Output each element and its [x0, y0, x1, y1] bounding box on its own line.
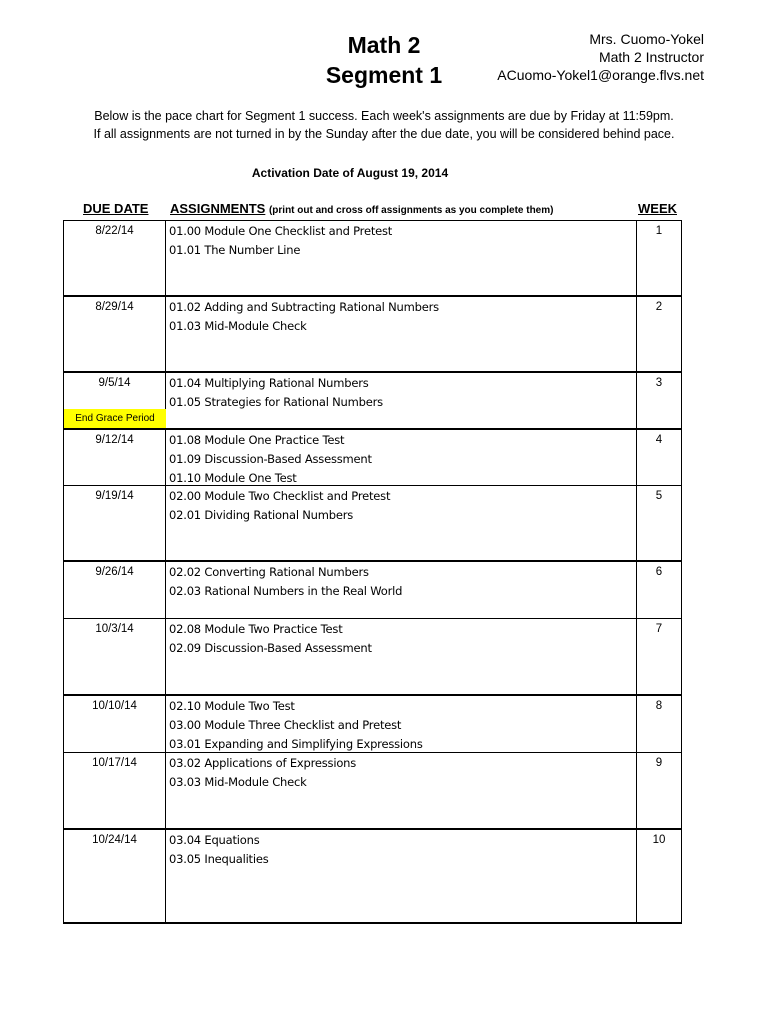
- assignments-cell: [167, 619, 635, 658]
- table-row: [64, 828, 681, 922]
- due-date-cell: 9/19/14: [64, 486, 166, 560]
- assignment-item: 02.09 Discussion-Based Assessment: [169, 641, 372, 655]
- activation-date: Activation Date of August 19, 2014: [251, 166, 449, 180]
- due-date-cell: [64, 373, 166, 428]
- assignment-item: 01.01 The Number Line: [169, 243, 301, 257]
- table-row: [64, 560, 681, 618]
- assignment-item: 03.00 Module Three Checklist and Pretest: [169, 718, 402, 732]
- week-cell: 5: [636, 486, 681, 560]
- assignments-cell: [167, 753, 635, 792]
- table-row: [64, 221, 681, 295]
- assignments-cell: [167, 486, 635, 525]
- due-date-cell: 9/12/14: [64, 430, 166, 485]
- assignment-item: 01.05 Strategies for Rational Numbers: [169, 395, 383, 409]
- assignments-cell: [167, 562, 635, 601]
- assignment-item: 01.02 Adding and Subtracting Rational Numbers: [169, 300, 439, 314]
- table-row: [64, 428, 681, 485]
- assignment-item: 02.00 Module Two Checklist and Pretest: [169, 489, 391, 503]
- week-cell: 8: [636, 696, 681, 752]
- assignment-item: 03.03 Mid-Module Check: [169, 775, 307, 789]
- due-date-cell: 8/29/14: [64, 297, 166, 371]
- assignment-item: 02.03 Rational Numbers in the Real World: [169, 584, 403, 598]
- due-date-cell: 9/26/14: [64, 562, 166, 618]
- instructor-email[interactable]: ACuomo-Yokel1@orange.flvs.net: [497, 67, 704, 83]
- assignment-item: 01.09 Discussion-Based Assessment: [169, 452, 372, 466]
- table-row: [64, 618, 681, 694]
- due-date-header: DUE DATE: [83, 201, 149, 216]
- assignment-item: 03.01 Expanding and Simplifying Expressions: [169, 737, 423, 751]
- assignment-item: 01.00 Module One Checklist and Pretest: [169, 224, 393, 238]
- assignment-item: 01.10 Module One Test: [169, 471, 297, 485]
- due-date-cell: 8/22/14: [64, 221, 166, 295]
- assignments-cell: [167, 430, 635, 488]
- table-row: [64, 295, 681, 371]
- week-cell: 2: [636, 297, 681, 371]
- instructor-role: Math 2 Instructor: [598, 49, 704, 65]
- assignment-item: 01.03 Mid-Module Check: [169, 319, 307, 333]
- segment-title: Segment 1: [325, 62, 443, 88]
- table-row: [64, 485, 681, 560]
- instructor-name: Mrs. Cuomo-Yokel: [589, 31, 704, 47]
- due-date-cell: 10/17/14: [64, 753, 166, 828]
- table-row: [64, 752, 681, 828]
- assignments-cell: [167, 696, 635, 754]
- assignments-cell: [167, 221, 635, 260]
- end-grace-period-badge: End Grace Period: [64, 409, 166, 428]
- week-cell: 4: [636, 430, 681, 485]
- assignments-cell: [167, 373, 635, 412]
- assignments-header-note: (print out and cross off assignments as you complete them): [268, 205, 554, 216]
- week-cell: 6: [636, 562, 681, 618]
- due-date-cell: 10/10/14: [64, 696, 166, 752]
- assignment-item: 02.02 Converting Rational Numbers: [169, 565, 369, 579]
- assignments-header: [170, 201, 553, 216]
- due-date-text: 9/5/14: [98, 377, 131, 389]
- week-cell: 10: [636, 830, 681, 922]
- assignments-header-label: ASSIGNMENTS: [170, 201, 266, 216]
- intro-line-2: If all assignments are not turned in by the Sunday after the due date, you will be considered behind pace.: [93, 127, 675, 141]
- table-row: [64, 694, 681, 752]
- week-header: WEEK: [638, 201, 677, 216]
- assignment-item: 01.04 Multiplying Rational Numbers: [169, 376, 369, 390]
- assignment-item: 03.04 Equations: [169, 833, 260, 847]
- week-cell: 1: [636, 221, 681, 295]
- table-row: [64, 371, 681, 428]
- pace-chart-table: [63, 220, 682, 924]
- week-cell: 9: [636, 753, 681, 828]
- assignment-item: 03.02 Applications of Expressions: [169, 756, 357, 770]
- assignment-item: 01.08 Module One Practice Test: [169, 433, 345, 447]
- assignments-cell: [167, 297, 635, 336]
- assignment-item: 02.01 Dividing Rational Numbers: [169, 508, 354, 522]
- assignment-item: 02.10 Module Two Test: [169, 699, 295, 713]
- week-cell: 3: [636, 373, 681, 428]
- assignment-item: 03.05 Inequalities: [169, 852, 269, 866]
- course-title: Math 2: [347, 32, 421, 58]
- due-date-cell: 10/3/14: [64, 619, 166, 694]
- week-cell: 7: [636, 619, 681, 694]
- due-date-cell: 10/24/14: [64, 830, 166, 922]
- assignments-cell: [167, 830, 635, 869]
- assignment-item: 02.08 Module Two Practice Test: [169, 622, 343, 636]
- intro-line-1: Below is the pace chart for Segment 1 success. Each week's assignments are due by Friday at 11:59pm.: [94, 109, 674, 123]
